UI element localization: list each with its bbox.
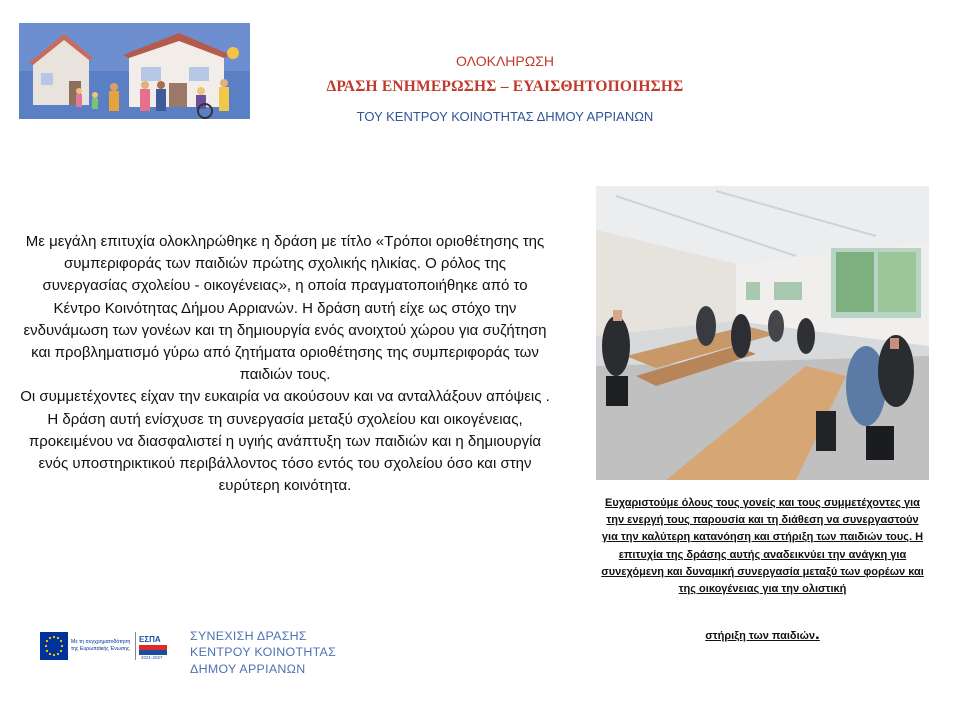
- footer-line-2: ΚΕΝΤΡΟΥ ΚΟΙΝΟΤΗΤΑΣ: [190, 645, 337, 660]
- eu-text-1: Με τη συγχρηματοδότηση: [71, 639, 131, 645]
- footer-line-3: ΔΗΜΟΥ ΑΡΡΙΑΝΩΝ: [190, 661, 306, 676]
- eu-text-2: της Ευρωπαϊκής Ένωσης: [71, 646, 130, 652]
- photo-caption-dot: .: [815, 624, 820, 643]
- footer-text: [190, 628, 390, 677]
- photo-caption-end: [597, 624, 928, 644]
- community-center-logo: [19, 23, 250, 119]
- title-center: ΤΟΥ ΚΕΝΤΡΟΥ ΚΟΙΝΟΤΗΤΑΣ ΔΗΜΟΥ ΑΡΡΙΑΝΩΝ: [356, 109, 654, 124]
- espa-years: 2021-2027: [141, 655, 163, 660]
- title-completion: ΟΛΟΚΛΗΡΩΣΗ: [456, 53, 554, 69]
- espa-text: ΕΣΠΑ: [139, 635, 161, 644]
- body-paragraph-1: Με μεγάλη επιτυχία ολοκληρώθηκε η δράση με τίτλο «Τρόποι οριοθέτησης της συμπεριφοράς των παιδιών πρώτης σχολικής ηλικίας. Ο ρόλος της συνεργασίας σχολείου - οικογένειας», η οποία πραγματοποιήθηκε από το Κέντρο Κοινότητας Δήμου Αρριανών. Η δράση αυτή είχε ως στόχο την ενδυνάμωση των γονέων και τη δημιουργία ενός ανοιχτού χώρου για συζήτηση και προβληματισμό γύρω από ζητήματα οριοθέτησης της συμπεριφοράς των παιδιών τους.: [23, 233, 547, 384]
- photo-caption: Ευχαριστούμε όλους τους γονείς και τους συμμετέχοντες για την ενεργή τους παρουσία και τη διάθεση να συνεργαστούν για την καλύτερη κατανόηση και στήριξη των παιδιών τους. Η επιτυχία της δράσης αυτής αναδεικνύει την ανάγκη για συνεχόμενη και δυναμική συνεργασία μεταξύ των φορέων και της οικογένειας για την ολιστική: [601, 497, 924, 596]
- body-text: [20, 231, 550, 497]
- footer-line-1: ΣΥΝΕΧΙΣΗ ΔΡΑΣΗΣ: [190, 629, 307, 643]
- photo-caption-last: στήριξη των παιδιών: [705, 630, 816, 642]
- body-paragraph-2: Οι συμμετέχοντες είχαν την ευκαιρία να ακούσουν και να ανταλλάξουν απόψεις . Η δράση αυτή ενίσχυσε τη συνεργασία μεταξύ σχολείου και οικογένειας, προκειμένου να διασφαλιστεί η υγιής ανάπτυξη των παιδιών και η δημιουργία ενός υποστηρικτικού περιβάλλοντος τόσο εντός του σχολείου όσο και στην ευρύτερη κοινότητα.: [20, 388, 550, 495]
- eu-cofunding-logo: [40, 631, 168, 663]
- title-action: ΔΡΑΣΗ ΕΝΗΜΕΡΩΣΗΣ – ΕΥΑΙΣΘΗΤΟΠΟΙΗΣΗΣ: [326, 78, 684, 95]
- classroom-photo: [596, 186, 929, 480]
